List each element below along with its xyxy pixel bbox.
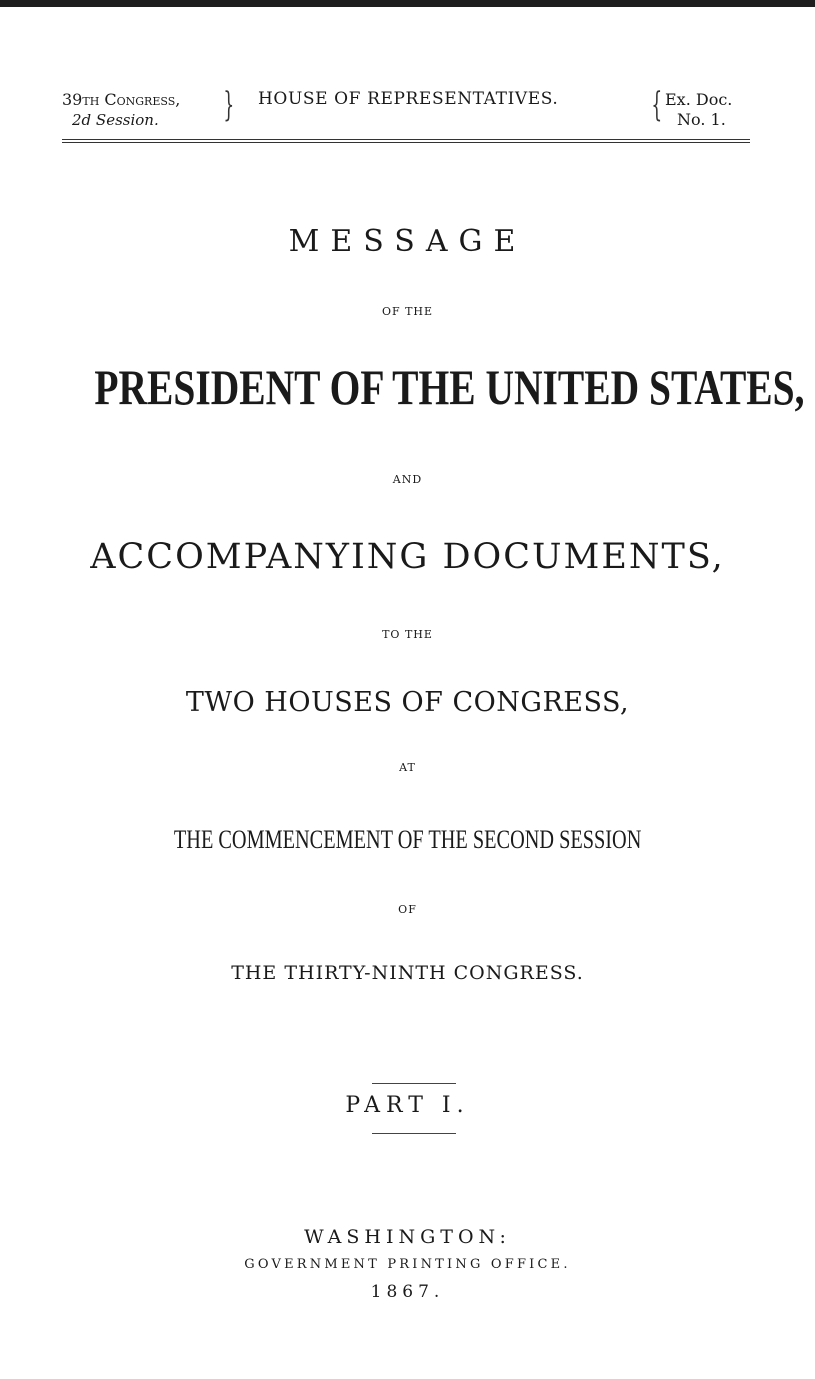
congress-label: 39th Congress, — [62, 90, 181, 109]
of-connector: OF — [398, 903, 417, 916]
header-rule-bottom — [62, 142, 750, 143]
imprint-year: 1867. — [370, 1282, 445, 1302]
commencement-heading-text: THE COMMENCEMENT OF THE SECOND SESSION — [173, 825, 642, 854]
doc-label: Ex. Doc. — [665, 90, 733, 109]
document-number-block — [665, 90, 732, 130]
part-rule-top — [372, 1083, 456, 1084]
message-heading: MESSAGE — [288, 224, 527, 259]
and-connector: AND — [392, 473, 423, 486]
imprint-city: WASHINGTON: — [304, 1226, 511, 1248]
scan-top-edge — [0, 0, 815, 7]
commencement-heading — [0, 825, 815, 855]
part-rule-bottom — [372, 1133, 456, 1134]
to-the-connector: TO THE — [382, 628, 433, 641]
president-heading — [0, 358, 815, 416]
president-heading-text: PRESIDENT OF THE UNITED STATES, — [94, 359, 805, 415]
session-label: 2d Session. — [72, 111, 159, 129]
imprint-office: GOVERNMENT PRINTING OFFICE. — [244, 1257, 571, 1272]
at-connector: AT — [399, 761, 416, 774]
two-houses-heading: TWO HOUSES OF CONGRESS, — [185, 687, 630, 718]
congress-session-block — [62, 90, 180, 130]
accompanying-documents-heading: ACCOMPANYING DOCUMENTS, — [90, 537, 725, 577]
doc-number: No. 1. — [677, 110, 726, 129]
header-rule-top — [62, 139, 750, 140]
part-heading: PART I. — [345, 1093, 470, 1118]
right-brace-icon: { — [651, 85, 663, 125]
left-brace-icon: } — [223, 85, 235, 125]
thirty-ninth-congress-heading: THE THIRTY-NINTH CONGRESS. — [231, 962, 584, 984]
house-heading: HOUSE OF REPRESENTATIVES. — [258, 89, 559, 109]
of-the-connector: OF THE — [381, 305, 434, 318]
